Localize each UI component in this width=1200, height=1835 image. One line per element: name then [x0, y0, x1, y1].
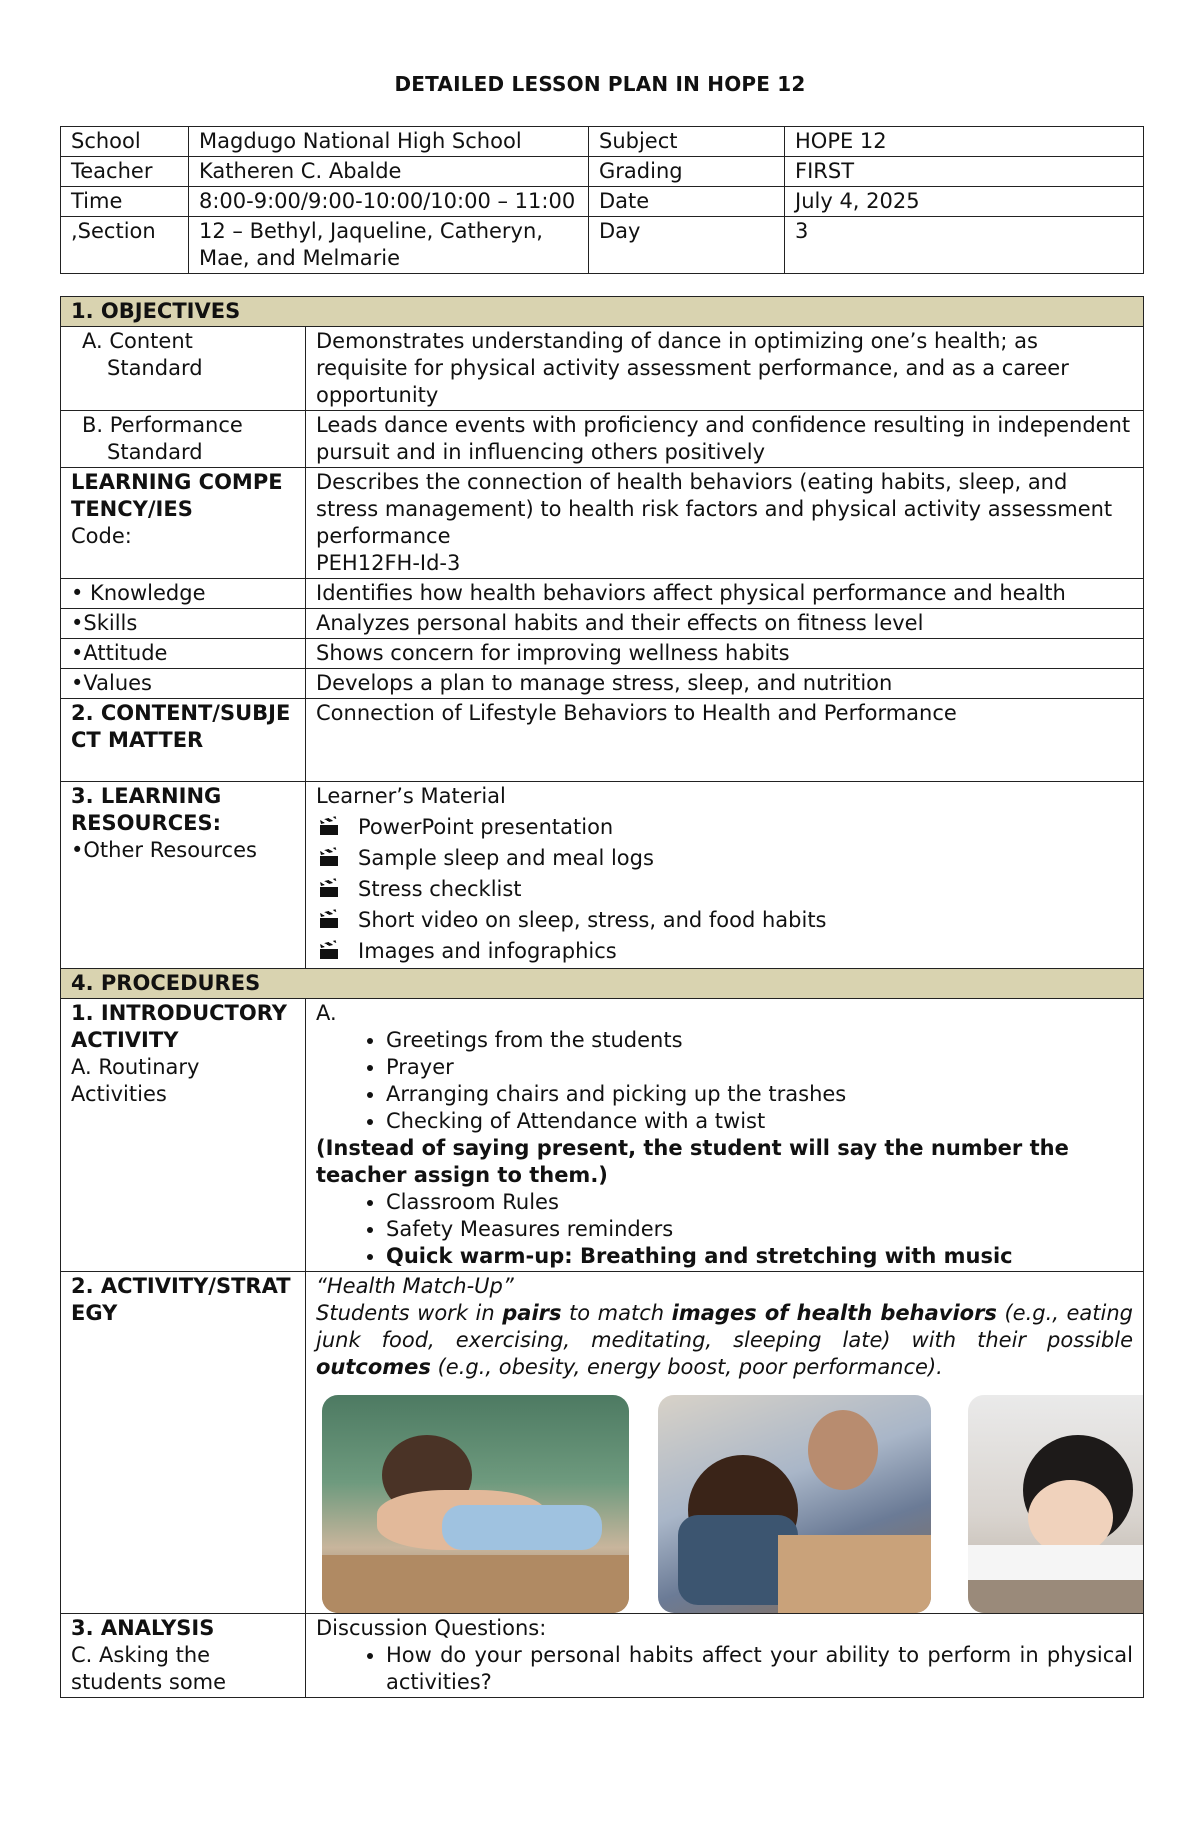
competency-label-cell: [61, 468, 306, 579]
table-row: [61, 579, 1144, 609]
list-item: • Arranging chairs and picking up the trashes: [386, 1081, 1133, 1108]
analysis-value-cell: [306, 1614, 1144, 1698]
resources-label-cell: [61, 782, 306, 969]
list-item: [316, 936, 1133, 967]
analysis-label: 3. ANALYSIS: [71, 1616, 215, 1640]
analysis-sub: C. Asking the students some: [71, 1643, 227, 1694]
competency-label: LEARNING COMPETENCY/IES: [71, 470, 283, 521]
list-item: [316, 843, 1133, 874]
table-row: [61, 187, 1144, 217]
list-item: [316, 874, 1133, 905]
other-resources-label: •Other Resources: [71, 838, 257, 862]
resources-value-cell: [306, 782, 1144, 969]
resource-item: PowerPoint presentation: [358, 815, 614, 839]
attitude-value: Shows concern for improving wellness habits: [306, 639, 1144, 669]
teacher-value: Katheren C. Abalde: [189, 157, 589, 187]
subject-label: Subject: [589, 127, 785, 157]
table-row: [61, 782, 1144, 969]
day-value: 3: [785, 217, 1144, 274]
photo-student-sleeping-2: [658, 1395, 931, 1613]
knowledge-value: Identifies how health behaviors affect physical performance and health: [306, 579, 1144, 609]
activity-text: to match: [561, 1301, 672, 1325]
date-label: Date: [589, 187, 785, 217]
list-item: • Quick warm-up: Breathing and stretching with music: [386, 1243, 1133, 1270]
table-row: [61, 969, 1144, 999]
clapperboard-icon: [320, 851, 338, 866]
content-standard-label: A. Content Standard: [61, 327, 306, 411]
intro-letter: A.: [316, 1001, 337, 1025]
activity-bold: pairs: [502, 1301, 562, 1325]
routine-list: [316, 1027, 1133, 1135]
resource-item: Short video on sleep, stress, and food habits: [358, 908, 827, 932]
competency-value-cell: [306, 468, 1144, 579]
table-row: [61, 999, 1144, 1272]
resource-item: Images and infographics: [358, 939, 617, 963]
list-item: • How do your personal habits affect your ability to perform in physical activities?: [386, 1642, 1133, 1696]
subject-value: HOPE 12: [785, 127, 1144, 157]
document-title: DETAILED LESSON PLAN IN HOPE 12: [394, 72, 806, 96]
performance-standard-label: B. Performance Standard: [61, 411, 306, 468]
school-label: School: [61, 127, 189, 157]
code-label: Code:: [71, 524, 132, 548]
resources-label: 3. LEARNING RESOURCES:: [71, 784, 222, 835]
table-row: [61, 1614, 1144, 1698]
competency-value: Describes the connection of health behaviors (eating habits, sleep, and stress management) to health risk factors and physical activity assessment performance: [316, 470, 1113, 548]
time-label: Time: [61, 187, 189, 217]
values-label: •Values: [61, 669, 306, 699]
activity-bold: outcomes: [316, 1355, 431, 1379]
rules-list: [316, 1189, 1133, 1270]
table-row: [61, 411, 1144, 468]
school-value: Magdugo National High School: [189, 127, 589, 157]
time-value: 8:00-9:00/9:00-10:00/10:00 – 11:00: [189, 187, 589, 217]
resources-list: [316, 812, 1133, 967]
question-list: [316, 1642, 1133, 1696]
content-label: 2. CONTENT/SUBJECT MATTER: [61, 699, 306, 782]
photo-student-sleeping-3: [968, 1395, 1143, 1613]
photo-student-sleeping-1: [322, 1395, 629, 1613]
clapperboard-icon: [320, 820, 338, 835]
values-value: Develops a plan to manage stress, sleep, and nutrition: [306, 669, 1144, 699]
day-label: Day: [589, 217, 785, 274]
twist-note: (Instead of saying present, the student will say the number the teacher assign to them.): [316, 1136, 1069, 1187]
activity-photos: [322, 1395, 1143, 1613]
lesson-table: [60, 296, 1144, 1698]
list-item: • Prayer: [386, 1054, 1133, 1081]
section-label: ,Section: [61, 217, 189, 274]
intro-label-cell: [61, 999, 306, 1272]
teacher-label: Teacher: [61, 157, 189, 187]
table-row: [61, 669, 1144, 699]
resource-item: Stress checklist: [358, 877, 522, 901]
performance-standard-value: Leads dance events with proficiency and confidence resulting in independent pursuit and in influencing others positively: [306, 411, 1144, 468]
grading-value: FIRST: [785, 157, 1144, 187]
intro-label: 1. INTRODUCTORY ACTIVITY: [71, 1001, 287, 1052]
activity-title: “Health Match-Up”: [316, 1274, 514, 1298]
attitude-label: •Attitude: [61, 639, 306, 669]
list-item: • Classroom Rules: [386, 1189, 1133, 1216]
table-row: [61, 639, 1144, 669]
activity-bold: images of health behaviors: [671, 1301, 997, 1325]
knowledge-label: • Knowledge: [61, 579, 306, 609]
table-row: [61, 327, 1144, 411]
header-table: [60, 126, 1144, 274]
activity-description: [316, 1300, 1133, 1381]
grading-label: Grading: [589, 157, 785, 187]
resource-item: Sample sleep and meal logs: [358, 846, 654, 870]
intro-sub: A. Routinary Activities: [71, 1055, 200, 1106]
section-value: 12 – Bethyl, Jaqueline, Catheryn, Mae, and Melmarie: [189, 217, 589, 274]
table-row: [61, 157, 1144, 187]
clapperboard-icon: [320, 913, 338, 928]
list-item: [316, 812, 1133, 843]
skills-value: Analyzes personal habits and their effects on fitness level: [306, 609, 1144, 639]
table-row: [61, 297, 1144, 327]
table-row: [61, 127, 1144, 157]
table-row: [61, 468, 1144, 579]
table-row: [61, 217, 1144, 274]
analysis-intro: Discussion Questions:: [316, 1616, 547, 1640]
activity-label: 2. ACTIVITY/STRATEGY: [61, 1272, 306, 1614]
resources-intro: Learner’s Material: [316, 784, 506, 808]
content-value: Connection of Lifestyle Behaviors to Health and Performance: [306, 699, 1144, 782]
list-item: [316, 905, 1133, 936]
table-row: [61, 609, 1144, 639]
skills-label: •Skills: [61, 609, 306, 639]
list-item: • Checking of Attendance with a twist: [386, 1108, 1133, 1135]
activity-value-cell: [306, 1272, 1144, 1614]
code-value: PEH12FH-Id-3: [316, 551, 461, 575]
intro-value-cell: [306, 999, 1144, 1272]
list-item: • Safety Measures reminders: [386, 1216, 1133, 1243]
clapperboard-icon: [320, 944, 338, 959]
table-row: [61, 699, 1144, 782]
activity-text: (e.g., obesity, energy boost, poor performance).: [430, 1355, 943, 1379]
list-item: • Greetings from the students: [386, 1027, 1133, 1054]
analysis-label-cell: [61, 1614, 306, 1698]
procedures-heading: 4. PROCEDURES: [61, 969, 1144, 999]
activity-text: (e.g., eating junk food, exercising, meditating, sleeping late) with their possible: [316, 1301, 1134, 1352]
objectives-heading: 1. OBJECTIVES: [61, 297, 1144, 327]
table-row: [61, 1272, 1144, 1614]
content-standard-value: Demonstrates understanding of dance in optimizing one’s health; as requisite for physical activity assessment performance, and as a career opportunity: [306, 327, 1144, 411]
date-value: July 4, 2025: [785, 187, 1144, 217]
activity-text: Students work in: [316, 1301, 503, 1325]
clapperboard-icon: [320, 882, 338, 897]
